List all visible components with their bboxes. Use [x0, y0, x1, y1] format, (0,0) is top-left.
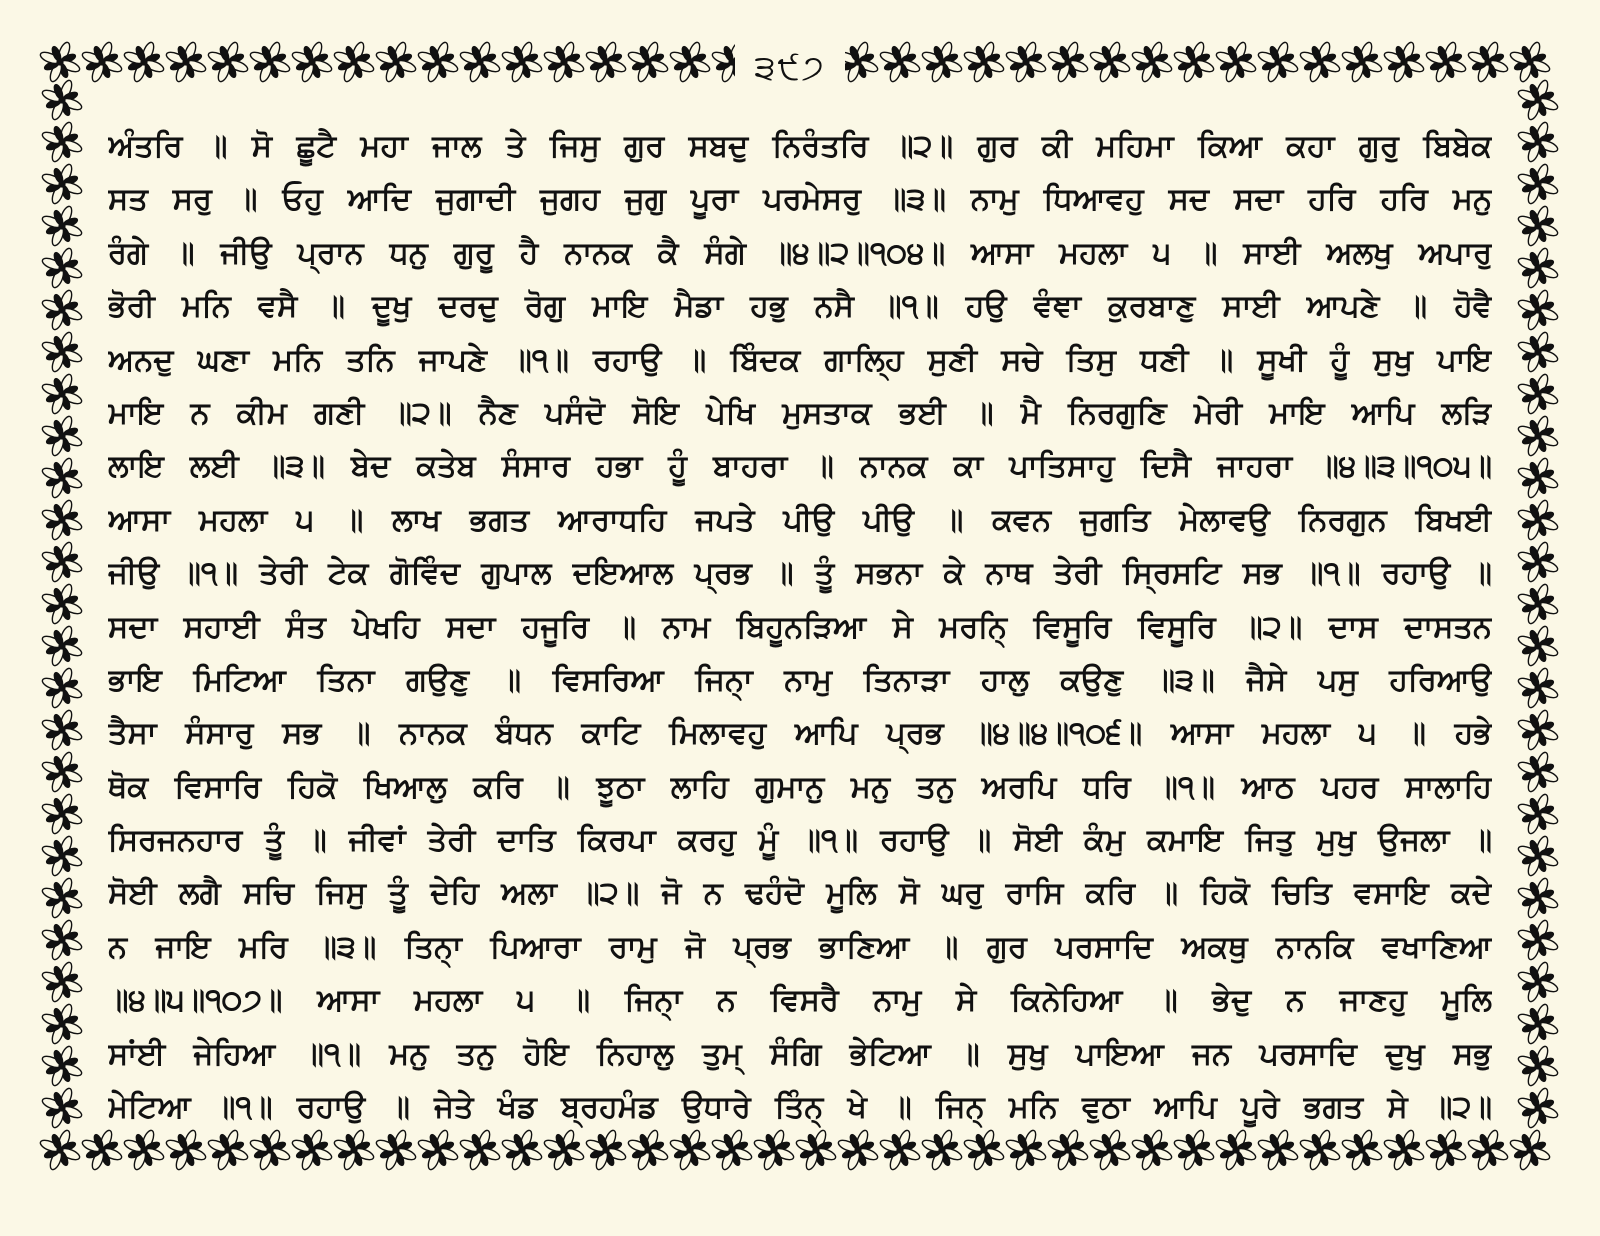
flower-icon: [1089, 41, 1131, 83]
flower-icon: [543, 41, 585, 83]
flower-icon: [753, 1129, 795, 1171]
flower-icon: [41, 163, 83, 205]
flower-icon: [165, 41, 207, 83]
page-number: ੩੯੭: [735, 40, 845, 96]
flower-icon: [585, 41, 627, 83]
flower-icon: [41, 583, 83, 625]
flower-icon: [41, 793, 83, 835]
flower-icon: [1517, 709, 1559, 751]
flower-icon: [1517, 877, 1559, 919]
flower-icon: [459, 1129, 501, 1171]
flower-icon: [1383, 1129, 1425, 1171]
flower-icon: [1517, 289, 1559, 331]
flower-icon: [963, 1129, 1005, 1171]
flower-icon: [1517, 499, 1559, 541]
flower-icon: [1299, 41, 1341, 83]
flower-icon: [795, 1129, 837, 1171]
flower-icon: [41, 247, 83, 289]
flower-icon: [41, 289, 83, 331]
flower-icon: [585, 1129, 627, 1171]
flower-icon: [963, 41, 1005, 83]
flower-icon: [1047, 41, 1089, 83]
flower-icon: [41, 835, 83, 877]
text-line: ਸਤ ਸਰੁ ॥ ਓਹੁ ਆਦਿ ਜੁਗਾਦੀ ਜੁਗਹ ਜੁਗੁ ਪੂਰਾ ਪਰਮੇਸਰੁ ॥੩॥ ਨਾਮੁ ਧਿਆਵਹੁ ਸਦ ਸਦਾ ਹਰਿ ਹਰਿ ਮਨੁ: [108, 182, 1492, 218]
flower-icon: [543, 1129, 585, 1171]
flower-icon: [1517, 247, 1559, 289]
flower-icon: [41, 751, 83, 793]
flower-icon: [669, 1129, 711, 1171]
flower-icon: [1467, 1129, 1509, 1171]
text-line: ਆਸਾ ਮਹਲਾ ੫ ॥ ਲਾਖ ਭਗਤ ਆਰਾਧਹਿ ਜਪਤੇ ਪੀਉ ਪੀਉ ॥ ਕਵਨ ਜੁਗਤਿ ਮੇਲਾਵਉ ਨਿਰਗੁਨ ਬਿਖਈ: [108, 502, 1492, 538]
flower-icon: [627, 41, 669, 83]
flower-icon: [333, 1129, 375, 1171]
flower-icon: [1467, 41, 1509, 83]
flower-icon: [1517, 625, 1559, 667]
flower-icon: [1517, 1045, 1559, 1087]
flower-icon: [1173, 41, 1215, 83]
flower-icon: [879, 41, 921, 83]
flower-icon: [501, 1129, 543, 1171]
flower-icon: [1517, 835, 1559, 877]
text-line: ਥੋਕ ਵਿਸਾਰਿ ਹਿਕੋ ਖਿਆਲੁ ਕਰਿ ॥ ਝੂਠਾ ਲਾਹਿ ਗੁਮਾਨੁ ਮਨੁ ਤਨੁ ਅਰਪਿ ਧਰਿ ॥੧॥ ਆਠ ਪਹਰ ਸਾਲਾਹਿ: [108, 769, 1492, 805]
flower-icon: [81, 41, 123, 83]
flower-icon: [837, 1129, 879, 1171]
flower-icon: [1509, 1129, 1551, 1171]
text-line: ਅਨਦੁ ਘਣਾ ਮਨਿ ਤਨਿ ਜਾਪਣੇ ॥੧॥ ਰਹਾਉ ॥ ਬਿੰਦਕ ਗਾਲ੍ਹਿ ਸੁਣੀ ਸਚੇ ਤਿਸੁ ਧਣੀ ॥ ਸੂਖੀ ਹੂੰ ਸੁਖੁ ਪਾਇ: [108, 342, 1492, 378]
text-line: ਮਾਇ ਨ ਕੀਮ ਗਣੀ ॥੨॥ ਨੈਣ ਪਸੰਦੋ ਸੋਇ ਪੇਖਿ ਮੁਸਤਾਕ ਭਈ ॥ ਮੈ ਨਿਰਗੁਣਿ ਮੇਰੀ ਮਾਇ ਆਪਿ ਲੜਿ: [108, 395, 1492, 431]
flower-icon: [41, 205, 83, 247]
flower-icon: [1517, 373, 1559, 415]
flower-icon: [41, 541, 83, 583]
text-line: ਭਾਇ ਮਿਟਿਆ ਤਿਨਾ ਗਉਣੁ ॥ ਵਿਸਰਿਆ ਜਿਨਾ੍ ਨਾਮੁ ਤਿਨਾੜਾ ਹਾਲੁ ਕਉਣੁ ॥੩॥ ਜੈਸੇ ਪਸੁ ਹਰਿਆਉ: [108, 662, 1492, 698]
flower-icon: [41, 961, 83, 1003]
flower-icon: [1517, 1087, 1559, 1129]
flower-icon: [1383, 41, 1425, 83]
flower-icon: [1517, 961, 1559, 1003]
flower-icon: [375, 1129, 417, 1171]
flower-icon: [41, 331, 83, 373]
flower-icon: [291, 41, 333, 83]
flower-icon: [123, 1129, 165, 1171]
flower-icon: [879, 1129, 921, 1171]
flower-icon: [41, 625, 83, 667]
flower-icon: [1215, 41, 1257, 83]
flower-icon: [1517, 415, 1559, 457]
flower-icon: [1089, 1129, 1131, 1171]
text-line: ਸਦਾ ਸਹਾਈ ਸੰਤ ਪੇਖਹਿ ਸਦਾ ਹਜੂਰਿ ॥ ਨਾਮ ਬਿਹੂਨੜਿਆ ਸੇ ਮਰਨਿ੍ ਵਿਸੂਰਿ ਵਿਸੂਰਿ ॥੨॥ ਦਾਸ ਦਾਸਤਨ: [108, 609, 1492, 645]
flower-icon: [41, 415, 83, 457]
flower-icon: [1131, 41, 1173, 83]
flower-icon: [41, 667, 83, 709]
flower-icon: [921, 41, 963, 83]
flower-icon: [1517, 121, 1559, 163]
flower-icon: [207, 41, 249, 83]
flower-icon: [41, 1003, 83, 1045]
flower-icon: [459, 41, 501, 83]
flower-icon: [1517, 793, 1559, 835]
flower-icon: [1005, 41, 1047, 83]
flower-icon: [249, 1129, 291, 1171]
flower-icon: [123, 41, 165, 83]
flower-icon: [921, 1129, 963, 1171]
text-line: ਸਾਂਈ ਜੇਹਿਆ ॥੧॥ ਮਨੁ ਤਨੁ ਹੋਇ ਨਿਹਾਲੁ ਤੁਮ੍ ਸੰਗਿ ਭੇਟਿਆ ॥ ਸੁਖੁ ਪਾਇਆ ਜਨ ਪਰਸਾਦਿ ਦੁਖੁ ਸਭੁ: [108, 1036, 1492, 1072]
flower-icon: [501, 41, 543, 83]
flower-icon: [1341, 1129, 1383, 1171]
flower-icon: [291, 1129, 333, 1171]
flower-icon: [41, 1087, 83, 1129]
flower-icon: [333, 41, 375, 83]
text-line: ਰੰਗੇ ॥ ਜੀਉ ਪ੍ਰਾਨ ਧਨੁ ਗੁਰੂ ਹੈ ਨਾਨਕ ਕੈ ਸੰਗੇ ॥੪॥੨॥੧੦੪॥ ਆਸਾ ਮਹਲਾ ੫ ॥ ਸਾਈ ਅਲਖੁ ਅਪਾਰੁ: [108, 235, 1492, 271]
text-line: ॥੪॥੫॥੧੦੭॥ ਆਸਾ ਮਹਲਾ ੫ ॥ ਜਿਨਾ੍ ਨ ਵਿਸਰੈ ਨਾਮੁ ਸੇ ਕਿਨੇਹਿਆ ॥ ਭੇਦੁ ਨ ਜਾਣਹੁ ਮੂਲਿ: [108, 983, 1492, 1019]
flower-icon: [1517, 751, 1559, 793]
flower-icon: [1517, 331, 1559, 373]
flower-icon: [1425, 41, 1467, 83]
flower-icon: [1517, 1003, 1559, 1045]
text-line: ਸਿਰਜਨਹਾਰ ਤੂੰ ॥ ਜੀਵਾਂ ਤੇਰੀ ਦਾਤਿ ਕਿਰਪਾ ਕਰਹੁ ਮੂੰ ॥੧॥ ਰਹਾਉ ॥ ਸੋਈ ਕੰਮੁ ਕਮਾਇ ਜਿਤੁ ਮੁਖੁ ਉਜਲਾ ॥: [108, 823, 1492, 859]
flower-icon: [41, 499, 83, 541]
flower-icon: [207, 1129, 249, 1171]
text-line: ਤੈਸਾ ਸੰਸਾਰੁ ਸਭ ॥ ਨਾਨਕ ਬੰਧਨ ਕਾਟਿ ਮਿਲਾਵਹੁ ਆਪਿ ਪ੍ਰਭ ॥੪॥੪॥੧੦੬॥ ਆਸਾ ਮਹਲਾ ੫ ॥ ਹਭੇ: [108, 716, 1492, 752]
flower-icon: [41, 457, 83, 499]
flower-icon: [41, 373, 83, 415]
text-line: ਲਾਇ ਲਈ ॥੩॥ ਬੇਦ ਕਤੇਬ ਸੰਸਾਰ ਹਭਾ ਹੂੰ ਬਾਹਰਾ ॥ ਨਾਨਕ ਕਾ ਪਾਤਿਸਾਹੁ ਦਿਸੈ ਜਾਹਰਾ ॥੪॥੩॥੧੦੫॥: [108, 449, 1492, 485]
text-body: [108, 120, 1492, 1134]
flower-icon: [1517, 583, 1559, 625]
flower-icon: [417, 1129, 459, 1171]
flower-icon: [41, 709, 83, 751]
flower-icon: [1517, 457, 1559, 499]
text-line: ਅੰਤਰਿ ॥ ਸੋ ਛੂਟੈ ਮਹਾ ਜਾਲ ਤੇ ਜਿਸੁ ਗੁਰ ਸਬਦੁ ਨਿਰੰਤਰਿ ॥੨॥ ਗੁਰ ਕੀ ਮਹਿਮਾ ਕਿਆ ਕਹਾ ਗੁਰੁ ਬਿਬੇਕ: [108, 129, 1492, 164]
flower-icon: [1509, 41, 1551, 83]
flower-icon: [41, 79, 83, 121]
flower-icon: [1341, 41, 1383, 83]
flower-icon: [165, 1129, 207, 1171]
flower-icon: [1517, 541, 1559, 583]
flower-icon: [1215, 1129, 1257, 1171]
text-line: ਨ ਜਾਇ ਮਰਿ ॥੩॥ ਤਿਨਾ੍ ਪਿਆਰਾ ਰਾਮੁ ਜੋ ਪ੍ਰਭ ਭਾਣਿਆ ॥ ਗੁਰ ਪਰਸਾਦਿ ਅਕਥੁ ਨਾਨਕਿ ਵਖਾਣਿਆ: [108, 929, 1492, 965]
flower-icon: [669, 41, 711, 83]
text-line: ਭੋਰੀ ਮਨਿ ਵਸੈ ॥ ਦੂਖੁ ਦਰਦੁ ਰੋਗੁ ਮਾਇ ਮੈਡਾ ਹਭੁ ਨਸੈ ॥੧॥ ਹਉ ਵੰਞਾ ਕੁਰਬਾਣੁ ਸਾਈ ਆਪਣੇ ॥ ਹੋਵੈ: [108, 289, 1492, 325]
flower-icon: [249, 41, 291, 83]
flower-icon: [41, 919, 83, 961]
flower-icon: [41, 121, 83, 163]
flower-icon: [41, 877, 83, 919]
flower-icon: [375, 41, 417, 83]
flower-icon: [627, 1129, 669, 1171]
flower-icon: [1131, 1129, 1173, 1171]
text-line: ਜੀਉ ॥੧॥ ਤੇਰੀ ਟੇਕ ਗੋਵਿੰਦ ਗੁਪਾਲ ਦਇਆਲ ਪ੍ਰਭ ॥ ਤੂੰ ਸਭਨਾ ਕੇ ਨਾਥ ਤੇਰੀ ਸ੍ਰਿਸਟਿ ਸਭ ॥੧॥ ਰਹਾਉ ॥: [108, 556, 1492, 592]
flower-icon: [711, 1129, 753, 1171]
flower-icon: [1047, 1129, 1089, 1171]
flower-icon: [1257, 41, 1299, 83]
flower-icon: [1517, 919, 1559, 961]
flower-icon: [1517, 79, 1559, 121]
flower-icon: [1517, 205, 1559, 247]
flower-icon: [417, 41, 459, 83]
flower-icon: [1173, 1129, 1215, 1171]
text-line: ਸੋਈ ਲਗੈ ਸਚਿ ਜਿਸੁ ਤੂੰ ਦੇਹਿ ਅਲਾ ॥੨॥ ਜੋ ਨ ਢਹੰਦੋ ਮੂਲਿ ਸੋ ਘਰੁ ਰਾਸਿ ਕਰਿ ॥ ਹਿਕੋ ਚਿਤਿ ਵਸਾਇ ਕਦੇ: [108, 876, 1492, 912]
flower-icon: [1517, 667, 1559, 709]
flower-icon: [81, 1129, 123, 1171]
flower-icon: [39, 1129, 81, 1171]
flower-icon: [1005, 1129, 1047, 1171]
flower-icon: [1299, 1129, 1341, 1171]
flower-icon: [1425, 1129, 1467, 1171]
flower-icon: [41, 1045, 83, 1087]
text-line: ਮੇਟਿਆ ॥੧॥ ਰਹਾਉ ॥ ਜੇਤੇ ਖੰਡ ਬ੍ਰਹਮੰਡ ਉਧਾਰੇ ਤਿੰਨ੍ ਖੇ ॥ ਜਿਨ੍ ਮਨਿ ਵੁਠਾ ਆਪਿ ਪੂਰੇ ਭਗਤ ਸੇ ॥੨॥: [108, 1090, 1492, 1126]
flower-icon: [39, 41, 81, 83]
flower-icon: [1517, 163, 1559, 205]
flower-icon: [1257, 1129, 1299, 1171]
